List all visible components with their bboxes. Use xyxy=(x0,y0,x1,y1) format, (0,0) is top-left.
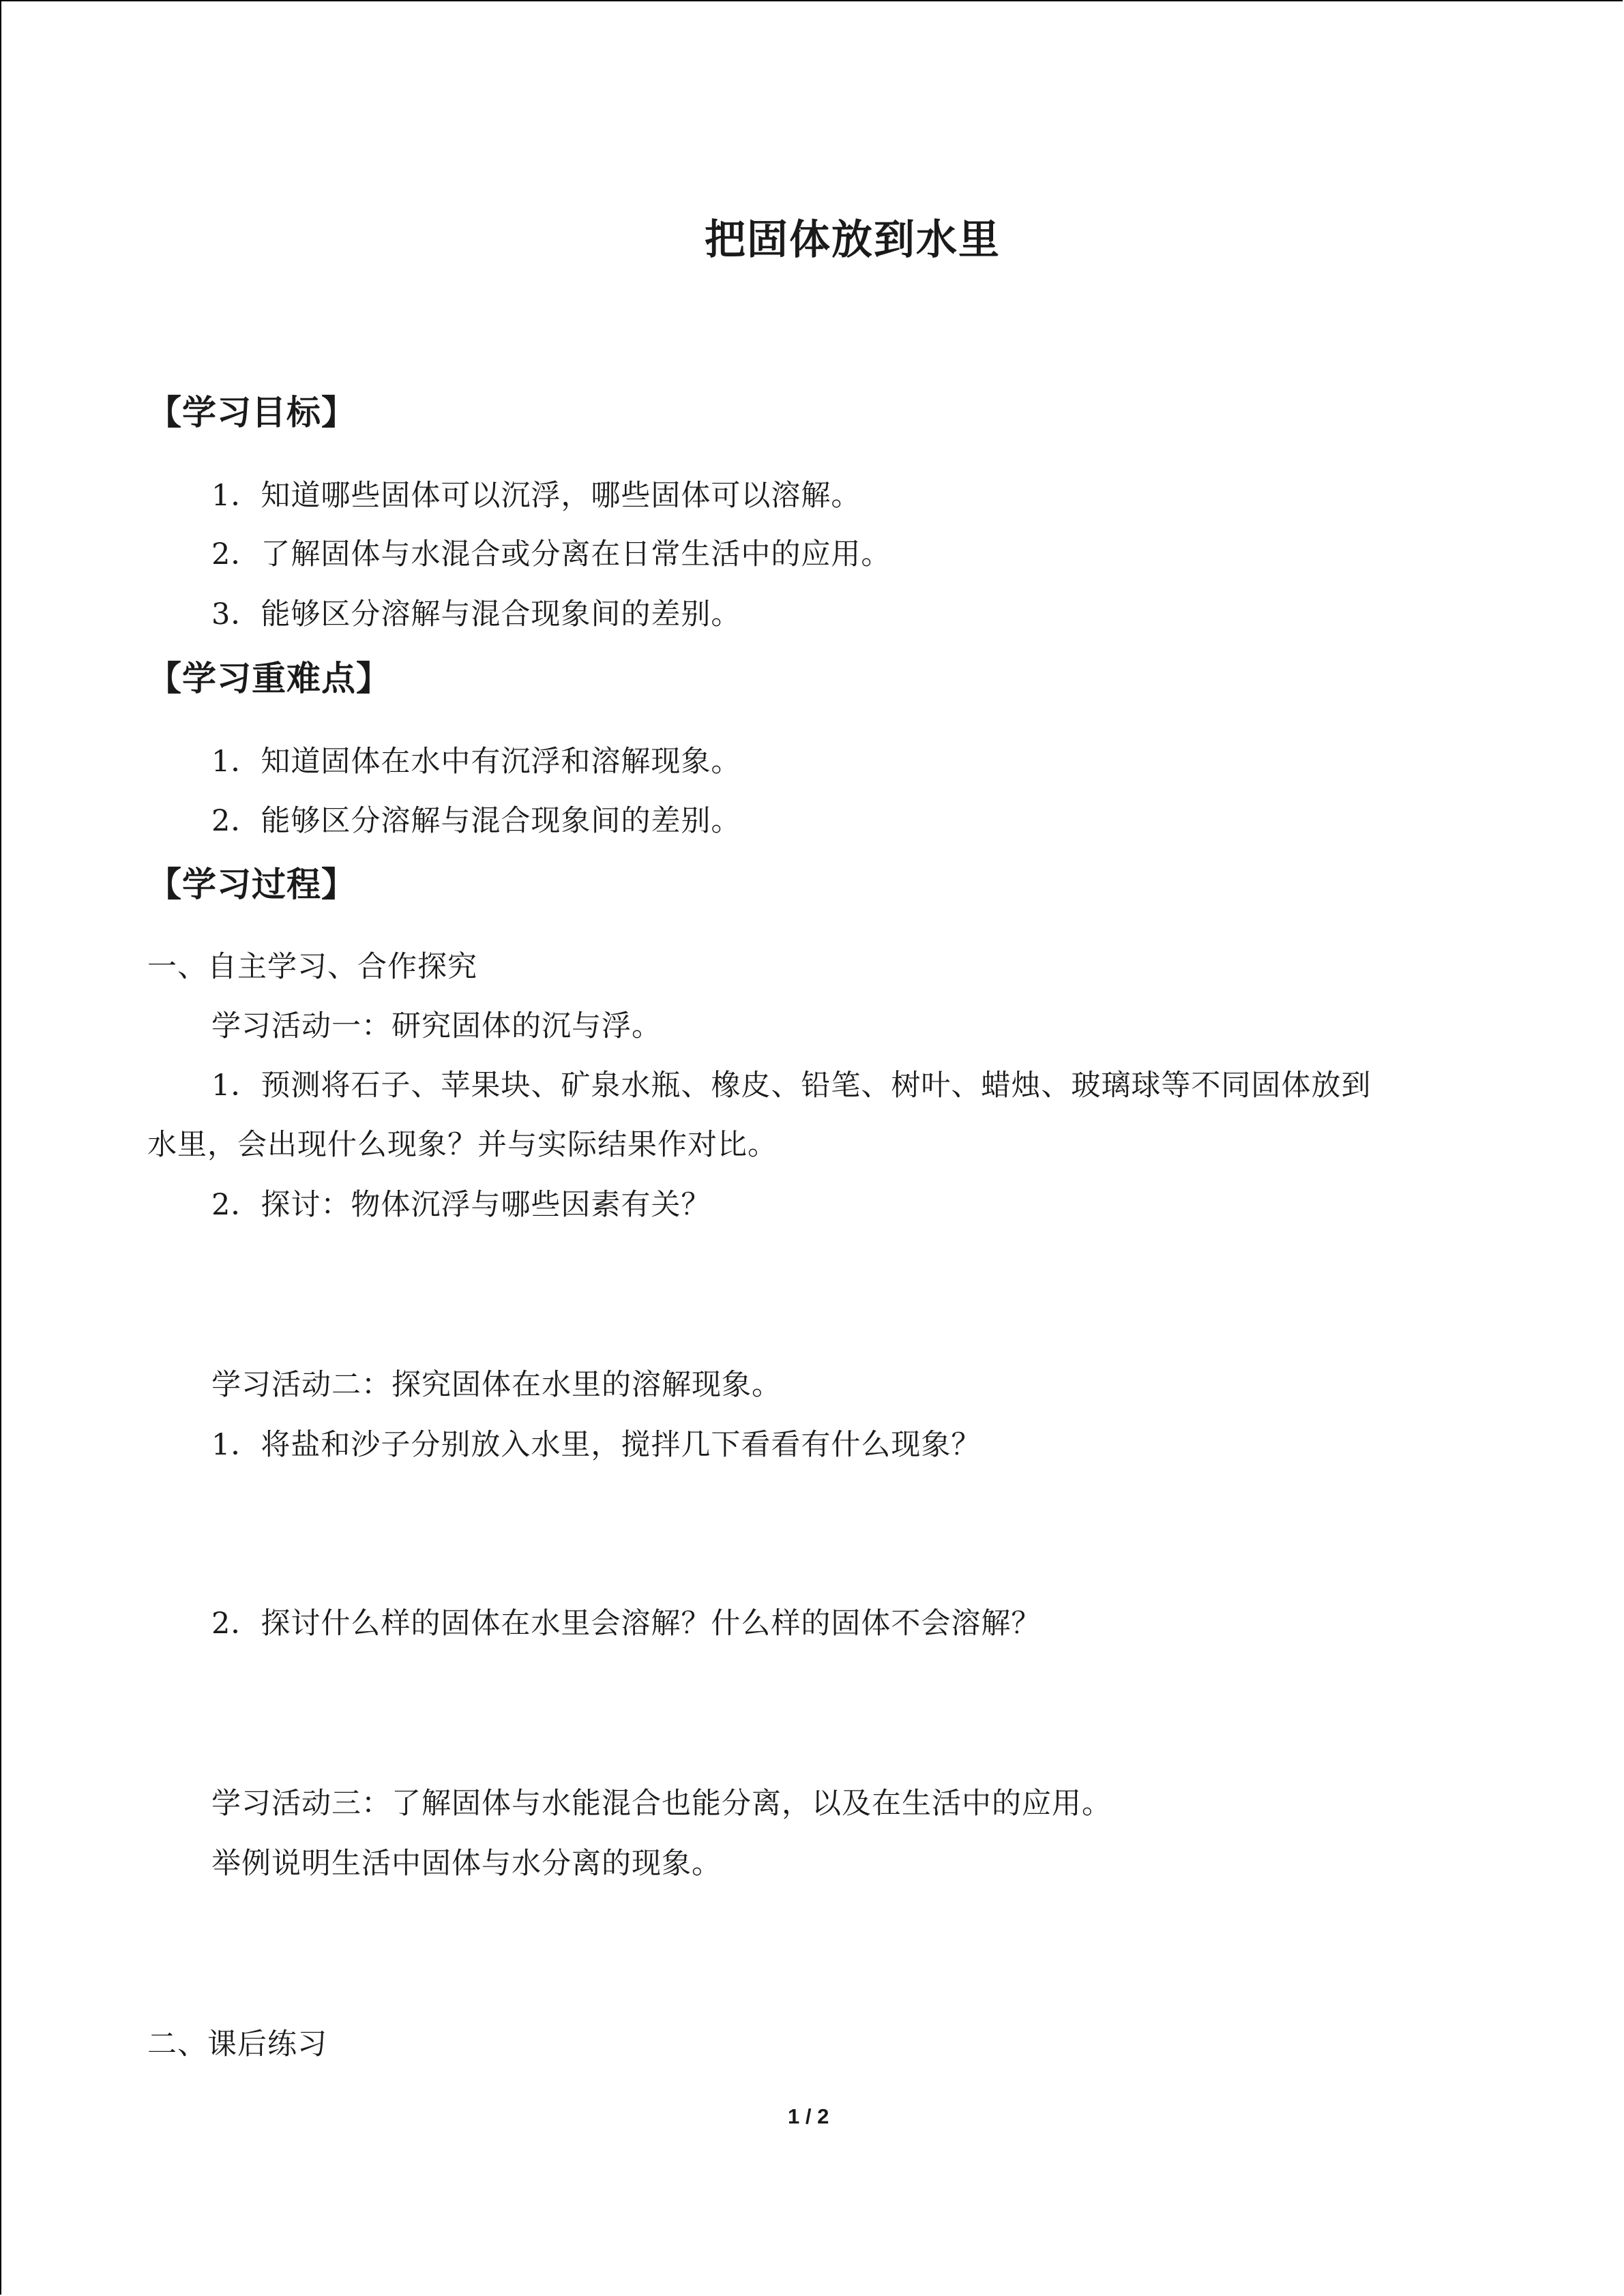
goal-item-3: 3．能够区分溶解与混合现象间的差别。 xyxy=(211,597,741,631)
goal-item-2: 2．了解固体与水混合或分离在日常生活中的应用。 xyxy=(211,537,891,571)
activity-3-title: 学习活动三：了解固体与水能混合也能分离，以及在生活中的应用。 xyxy=(211,1787,1112,1821)
activity-2-title: 学习活动二：探究固体在水里的溶解现象。 xyxy=(211,1368,782,1402)
activity-2-item-2: 2．探讨什么样的固体在水里会溶解？什么样的固体不会溶解？ xyxy=(211,1607,1042,1641)
activity-1-item-1-line-2: 水里，会出现什么现象？并与实际结果作对比。 xyxy=(147,1128,778,1162)
activity-2-item-1: 1．将盐和沙子分别放入水里，搅拌几下看看有什么现象？ xyxy=(211,1428,981,1462)
activity-1-item-2: 2．探讨：物体沉浮与哪些因素有关？ xyxy=(211,1188,711,1222)
activity-1-item-1-line-1: 1．预测将石子、苹果块、矿泉水瓶、橡皮、铅笔、树叶、蜡烛、玻璃球等不同固体放到 xyxy=(211,1069,1372,1103)
document-title: 把固体放到水里 xyxy=(705,216,1001,264)
goal-item-1: 1．知道哪些固体可以沉浮，哪些固体可以溶解。 xyxy=(211,479,861,513)
section-1-title: 一、自主学习、合作探究 xyxy=(147,950,477,984)
activity-1-title: 学习活动一：研究固体的沉与浮。 xyxy=(211,1009,662,1043)
key-points-heading: 【学习重难点】 xyxy=(147,659,391,698)
key-point-item-2: 2．能够区分溶解与混合现象间的差别。 xyxy=(211,804,741,838)
goals-heading: 【学习目标】 xyxy=(147,393,356,432)
activity-3-item-1: 举例说明生活中固体与水分离的现象。 xyxy=(211,1847,722,1881)
key-point-item-1: 1．知道固体在水中有沉浮和溶解现象。 xyxy=(211,745,741,779)
section-2-title: 二、课后练习 xyxy=(147,2027,327,2061)
process-heading: 【学习过程】 xyxy=(147,865,356,904)
page-number: 1 / 2 xyxy=(788,2104,829,2128)
